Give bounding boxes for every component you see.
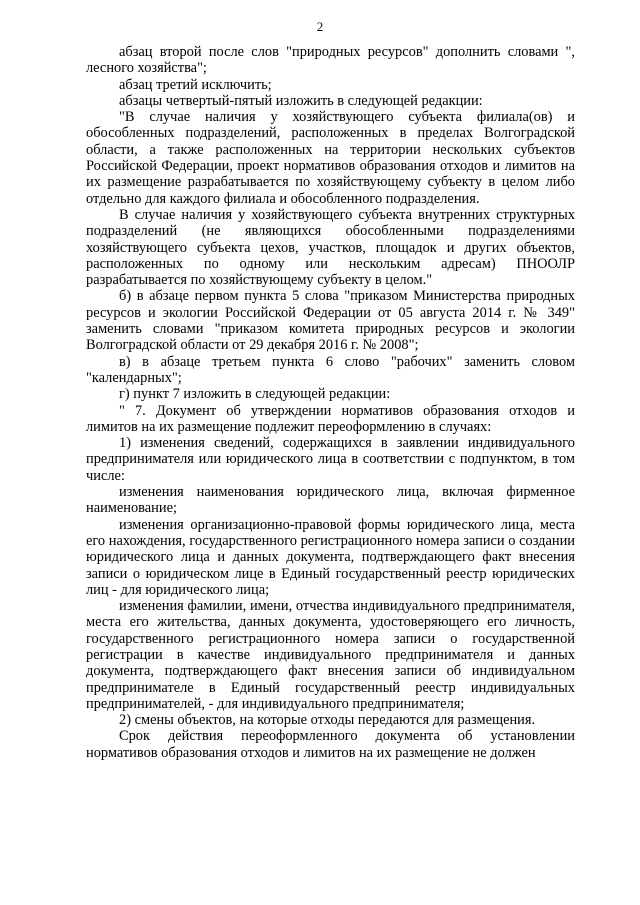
paragraph: 2) смены объектов, на которые отходы передаются для размещения. bbox=[119, 712, 536, 729]
paragraph: В случае наличия у хозяйствующего субъекта внутренних структурных подразделений (не являющихся обособленными подразделениями хозяйствующего субъекта цехов, участков, площадок и других объектов, расположенных по одному или нескольким адресам) ПНООЛР разрабатывается по хозяйствующему субъекту в целом." bbox=[86, 206, 575, 289]
paragraph: 1) изменения сведений, содержащихся в заявлении индивидуального предпринимателя или юридического лица в соответствии с подпунктом, в том числе: bbox=[86, 435, 575, 484]
page-number: 2 bbox=[316, 19, 324, 34]
paragraph: б) в абзаце первом пункта 5 слова "приказом Министерства природных ресурсов и экологии Российской Федерации от 05 августа 2014 г. № 349" заменить словами "приказом комитета природных ресурсов и экологии Волгоградской области от 29 декабря 2016 г. № 2008"; bbox=[86, 288, 575, 354]
paragraph: "В случае наличия у хозяйствующего субъекта филиала(ов) и обособленных подразделений, расположенных в пределах Волгоградской области, а также расположенных на территории нескольких субъектов Российской Федерации, проект нормативов образования отходов и лимитов на их размещение разрабатывается по хозяйствующему субъекту в целом либо отдельно для каждого филиала и обособленного подразделения. bbox=[86, 109, 575, 207]
paragraph: г) пункт 7 изложить в следующей редакции: bbox=[119, 386, 391, 403]
paragraph: " 7. Документ об утверждении нормативов образования отходов и лимитов на их размещение подлежит переоформлению в случаях: bbox=[86, 402, 575, 435]
paragraph: изменения организационно-правовой формы юридического лица, места его нахождения, государственного регистрационного номера записи о создании юридического лица и данных документа, подтверждающего факт внесения записи о юридическом лице в Единый государственный реестр юридических лиц - для юридического лица; bbox=[86, 516, 575, 598]
paragraph: изменения фамилии, имени, отчества индивидуального предпринимателя, места его жительства, данных документа, удостоверяющего его личность, государственного регистрационного номера записи о государственной регистрации в качестве индивидуального предпринимателя и данных документа, подтверждающего факт внесения записи об индивидуальном предпринимателе в Единый государственный реестр индивидуальных предпринимателей, - для индивидуального предпринимателя; bbox=[86, 598, 575, 712]
paragraph: изменения наименования юридического лица, включая фирменное наименование; bbox=[86, 484, 575, 517]
paragraph: в) в абзаце третьем пункта 6 слово "рабочих" заменить словом "календарных"; bbox=[86, 353, 575, 386]
paragraph: Срок действия переоформленного документа об установлении нормативов образования отходов и лимитов на их размещение не должен bbox=[86, 728, 575, 761]
paragraph: абзац третий исключить; bbox=[119, 76, 272, 93]
paragraph: абзац второй после слов "природных ресурсов" дополнить словами ", лесного хозяйства"; bbox=[86, 44, 575, 77]
document-body bbox=[86, 44, 575, 761]
paragraph: абзацы четвертый-пятый изложить в следующей редакции: bbox=[119, 92, 483, 109]
